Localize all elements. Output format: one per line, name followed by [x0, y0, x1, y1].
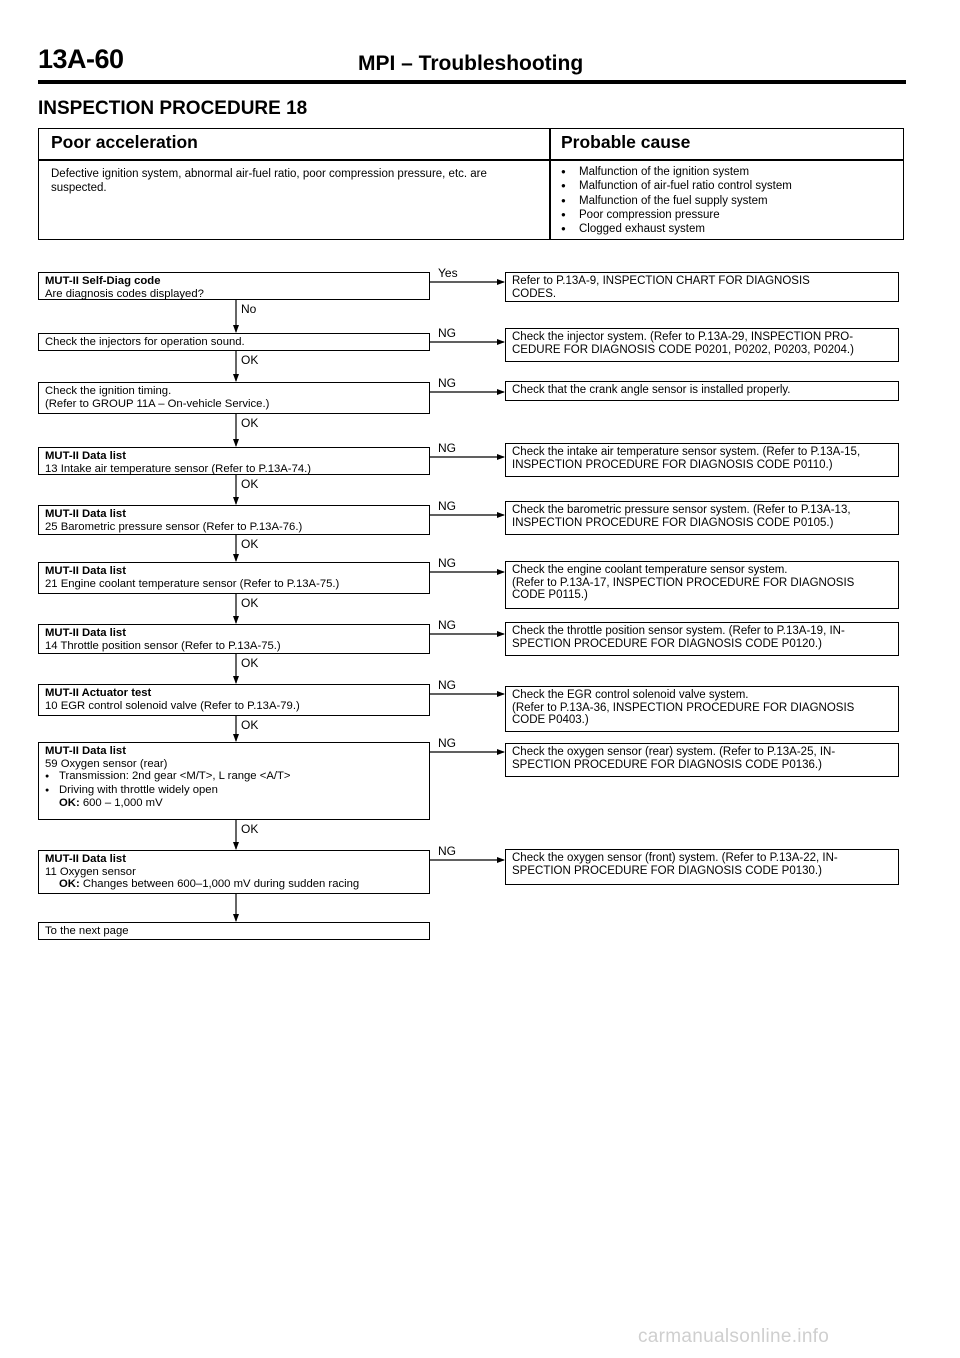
continue-label: OK [241, 477, 259, 491]
result-text: CODES. [512, 287, 557, 300]
next-page-text: To the next page [45, 925, 129, 937]
cause-item: ● Clogged exhaust system [561, 222, 792, 236]
continue-label: OK [241, 718, 259, 732]
flow-step-box [38, 447, 430, 475]
step-condition: ● Transmission: 2nd gear <M/T>, L range <A/T> [45, 770, 423, 784]
result-text: Check the engine coolant temperature sensor system. [512, 564, 788, 576]
step-text: 11 Oxygen sensor [45, 865, 136, 878]
ok-label: OK: [59, 797, 80, 809]
continue-label: No [241, 302, 257, 316]
flow-result-box [505, 328, 899, 362]
branch-label: NG [438, 441, 456, 455]
continue-label: OK [241, 656, 259, 670]
symptom-heading: Poor acceleration [51, 132, 198, 152]
step-text: Are diagnosis codes displayed? [45, 287, 204, 300]
step-condition: ● Driving with throttle widely open [45, 784, 423, 798]
flow-step-box [38, 272, 430, 300]
continue-label: OK [241, 537, 259, 551]
result-text: Check the oxygen sensor (front) system. (Refer to P.13A-22, IN- [512, 852, 838, 864]
flow-step-box [38, 684, 430, 716]
step-header: MUT-II Data list [45, 853, 126, 865]
result-text: INSPECTION PROCEDURE FOR DIAGNOSIS CODE P0110.) [512, 458, 833, 471]
result-text: Check the oxygen sensor (rear) system. (Refer to P.13A-25, IN- [512, 746, 836, 758]
step-ok-criteria [45, 878, 423, 891]
page-number: 13A-60 [38, 44, 124, 74]
flow-result-box [505, 381, 899, 401]
flow-result-box [505, 686, 899, 732]
branch-label: NG [438, 326, 456, 340]
branch-label: NG [438, 618, 456, 632]
branch-label: NG [438, 556, 456, 570]
result-text: Refer to P.13A-9, INSPECTION CHART FOR DIAGNOSIS [512, 275, 810, 287]
step-text: 14 Throttle position sensor (Refer to P.13A-75.) [45, 639, 281, 652]
step-ok-criteria [45, 797, 423, 810]
continue-label: OK [241, 596, 259, 610]
step-header: MUT-II Data list [45, 565, 126, 577]
ok-value: Changes between 600–1,000 mV during sudden racing [82, 878, 360, 890]
branch-label: NG [438, 678, 456, 692]
step-text: 13 Intake air temperature sensor (Refer to P.13A-74.) [45, 462, 312, 475]
step-text: 59 Oxygen sensor (rear) [45, 757, 168, 770]
cause-item: ● Poor compression pressure [561, 208, 792, 222]
step-text: Check the ignition timing. [45, 385, 172, 397]
procedure-title: INSPECTION PROCEDURE 18 [38, 98, 308, 119]
flow-result-box [505, 501, 899, 535]
step-header: MUT-II Self-Diag code [45, 275, 161, 287]
section-title: MPI – Troubleshooting [358, 52, 584, 75]
step-text: 10 EGR control solenoid valve (Refer to P.13A-79.) [45, 699, 300, 712]
result-text: CODE P0115.) [512, 589, 588, 601]
result-text: SPECTION PROCEDURE FOR DIAGNOSIS CODE P0136.) [512, 758, 822, 771]
step-header: MUT-II Data list [45, 627, 126, 639]
branch-label: NG [438, 499, 456, 513]
result-text: Check that the crank angle sensor is installed properly. [512, 384, 791, 396]
result-text: SPECTION PROCEDURE FOR DIAGNOSIS CODE P0130.) [512, 864, 822, 877]
next-page-box [38, 922, 430, 940]
step-text: (Refer to GROUP 11A – On-vehicle Service.) [45, 397, 270, 410]
flow-result-box [505, 622, 899, 656]
flow-result-box [505, 443, 899, 477]
result-text: SPECTION PROCEDURE FOR DIAGNOSIS CODE P0120.) [512, 637, 822, 650]
result-text: INSPECTION PROCEDURE FOR DIAGNOSIS CODE P0105.) [512, 516, 834, 529]
probable-cause-heading: Probable cause [561, 132, 691, 152]
branch-label: NG [438, 844, 456, 858]
branch-label: NG [438, 376, 456, 390]
flow-step-box [38, 850, 430, 894]
flow-step-box [38, 624, 430, 654]
flow-result-box [505, 849, 899, 885]
cause-item: ● Malfunction of the fuel supply system [561, 194, 792, 208]
flow-step-box [38, 505, 430, 535]
watermark: carmanualsonline.info [638, 1326, 830, 1347]
cause-item: ● Malfunction of air-fuel ratio control system [561, 179, 792, 193]
continue-label: OK [241, 353, 259, 367]
result-text: (Refer to P.13A-17, INSPECTION PROCEDURE FOR DIAGNOSIS [512, 576, 855, 589]
step-text: 21 Engine coolant temperature sensor (Refer to P.13A-75.) [45, 577, 340, 590]
ok-value: 600 – 1,000 mV [82, 797, 163, 809]
flow-step-box [38, 742, 430, 820]
result-text: CODE P0403.) [512, 714, 589, 726]
flow-step-box [38, 382, 430, 414]
branch-label: NG [438, 736, 456, 750]
ok-label: OK: [59, 878, 80, 890]
continue-label: OK [241, 822, 259, 836]
flow-step-box [38, 562, 430, 594]
continue-label: OK [241, 416, 259, 430]
result-text: Check the injector system. (Refer to P.13A-29, INSPECTION PRO- [512, 331, 854, 343]
step-text: Check the injectors for operation sound. [45, 336, 245, 348]
result-text: Check the intake air temperature sensor system. (Refer to P.13A-15, [512, 446, 861, 458]
step-header: MUT-II Data list [45, 745, 126, 757]
result-text: Check the barometric pressure sensor system. (Refer to P.13A-13, [512, 504, 851, 516]
cause-item: ● Malfunction of the ignition system [561, 165, 792, 179]
result-text: (Refer to P.13A-36, INSPECTION PROCEDURE FOR DIAGNOSIS [512, 701, 855, 714]
flow-result-box [505, 272, 899, 302]
step-header: MUT-II Data list [45, 450, 126, 462]
step-header: MUT-II Data list [45, 508, 126, 520]
flow-result-box [505, 743, 899, 777]
result-text: Check the throttle position sensor system. (Refer to P.13A-19, IN- [512, 625, 845, 637]
branch-label: Yes [438, 266, 458, 280]
result-text: Check the EGR control solenoid valve system. [512, 689, 749, 701]
step-header: MUT-II Actuator test [45, 687, 152, 699]
flow-result-box [505, 561, 899, 609]
symptom-text: Defective ignition system, abnormal air-fuel ratio, poor compression pressure, etc. are suspected. [51, 168, 487, 194]
result-text: CEDURE FOR DIAGNOSIS CODE P0201, P0202, P0203, P0204.) [512, 343, 854, 356]
step-text: 25 Barometric pressure sensor (Refer to P.13A-76.) [45, 520, 303, 533]
flow-step-box [38, 333, 430, 351]
